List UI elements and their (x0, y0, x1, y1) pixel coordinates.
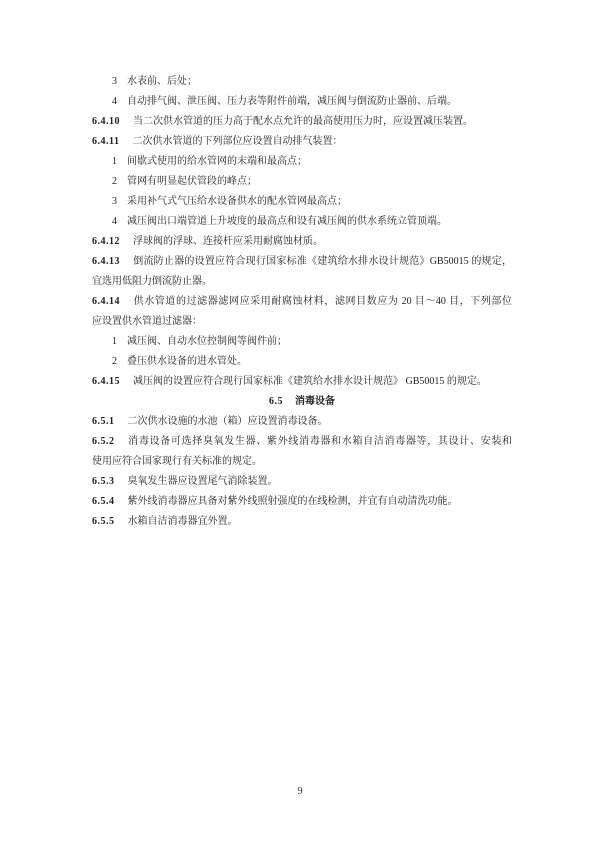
item-number: 2 (112, 356, 117, 367)
text-content: 减压阀、自动水位控制阀等阀件前； (127, 336, 287, 347)
text-line (92, 132, 512, 152)
item-number: 3 (112, 76, 117, 87)
text-line (92, 232, 512, 252)
text-content: 减压阀的设置应符合现行国家标准《建筑给水排水设计规范》 GB50015 的规定。 (133, 376, 487, 387)
text-line (112, 352, 512, 372)
clause-paragraph (92, 112, 512, 132)
text-line (92, 432, 512, 452)
text-content: 浮球阀的浮球、连接杆应采用耐腐蚀材质。 (133, 236, 323, 247)
clause-paragraph (92, 412, 512, 432)
text-line (112, 212, 512, 232)
clause-paragraph (92, 432, 512, 472)
text-content: 二次供水设施的水池（箱）应设置消毒设备。 (127, 416, 328, 427)
page-number: 9 (297, 786, 303, 797)
list-item (92, 332, 512, 352)
text-line (92, 392, 512, 412)
clause-paragraph (92, 512, 512, 532)
text-line (112, 72, 512, 92)
text-content: 供水管道的过滤器滤网应采用耐腐蚀材料，滤网目数应为 20 目～40 目，下列部位 (133, 296, 512, 307)
clause-number: 6.4.13 (92, 256, 120, 267)
clause-paragraph (92, 232, 512, 252)
text-content: 叠压供水设备的进水管处。 (127, 356, 247, 367)
text-line (92, 312, 512, 332)
text-line (92, 512, 512, 532)
text-content: 当二次供水管道的压力高于配水点允许的最高使用压力时，应设置减压装置。 (133, 116, 473, 127)
text-line (92, 272, 512, 292)
clause-paragraph (92, 252, 512, 292)
clause-number: 6.5.2 (92, 436, 115, 447)
clause-number: 6.4.10 (92, 116, 120, 127)
clause-number: 6.5.4 (92, 496, 115, 507)
clause-number: 6.5.3 (92, 476, 115, 487)
text-content: 间歇式使用的给水管网的末端和最高点； (127, 156, 307, 167)
text-content: 消毒设备可选择臭氧发生器、紫外线消毒器和水箱自洁消毒器等，其设计、安装和 (127, 436, 512, 447)
list-item (92, 172, 512, 192)
text-content: 紫外线消毒器应具备对紫外线照射强度的在线检测，并宜有自动清洗功能。 (127, 496, 458, 507)
clause-number: 6.4.12 (92, 236, 120, 247)
clause-number: 6.5 (269, 396, 283, 407)
item-number: 4 (112, 216, 117, 227)
section-heading (92, 392, 512, 412)
text-line (92, 112, 512, 132)
list-item (92, 352, 512, 372)
clause-paragraph (92, 372, 512, 392)
clause-paragraph (92, 132, 512, 152)
text-content: 使用应符合国家现行有关标准的规定。 (92, 456, 262, 467)
item-number: 3 (112, 196, 117, 207)
text-content: 管网有明显起伏管段的峰点； (127, 176, 257, 187)
item-number: 1 (112, 156, 117, 167)
list-item (92, 192, 512, 212)
text-content: 消毒设备 (295, 396, 335, 407)
text-content: 水表前、后处； (127, 76, 197, 87)
text-line (92, 252, 512, 272)
text-line (92, 452, 512, 472)
text-line (92, 412, 512, 432)
item-number: 1 (112, 336, 117, 347)
clause-paragraph (92, 292, 512, 332)
list-item (92, 152, 512, 172)
text-content: 宜选用低阻力倒流防止器。 (92, 276, 212, 287)
clause-number: 6.4.15 (92, 376, 120, 387)
clause-paragraph (92, 492, 512, 512)
clause-number: 6.4.11 (92, 136, 120, 147)
list-item (92, 92, 512, 112)
item-number: 4 (112, 96, 117, 107)
text-content: 水箱自洁消毒器宜外置。 (127, 516, 238, 527)
document-body (92, 72, 512, 532)
text-line (112, 172, 512, 192)
text-line (112, 152, 512, 172)
text-line (92, 372, 512, 392)
text-content: 采用补气式气压给水设备供水的配水管网最高点； (127, 196, 347, 207)
text-content: 应设置供水管道过滤器： (92, 316, 202, 327)
text-content: 减压阀出口端管道上升坡度的最高点和设有减压阀的供水系统立管顶端。 (127, 216, 447, 227)
clause-number: 6.5.1 (92, 416, 115, 427)
list-item (92, 72, 512, 92)
text-line (112, 92, 512, 112)
text-line (92, 492, 512, 512)
text-line (112, 192, 512, 212)
item-number: 2 (112, 176, 117, 187)
text-line (92, 472, 512, 492)
text-content: 二次供水管道的下列部位应设置自动排气装置： (132, 136, 343, 147)
clause-paragraph (92, 472, 512, 492)
clause-number: 6.4.14 (92, 296, 120, 307)
list-item (92, 212, 512, 232)
text-content: 自动排气阀、泄压阀、压力表等附件前端，减压阀与倒流防止器前、后端。 (127, 96, 457, 107)
text-content: 臭氧发生器应设置尾气消除装置。 (127, 476, 278, 487)
text-line (112, 332, 512, 352)
text-line (92, 292, 512, 312)
text-content: 倒流防止器的设置应符合现行国家标准《建筑给水排水设计规范》GB50015 的规定， (133, 256, 512, 267)
clause-number: 6.5.5 (92, 516, 115, 527)
